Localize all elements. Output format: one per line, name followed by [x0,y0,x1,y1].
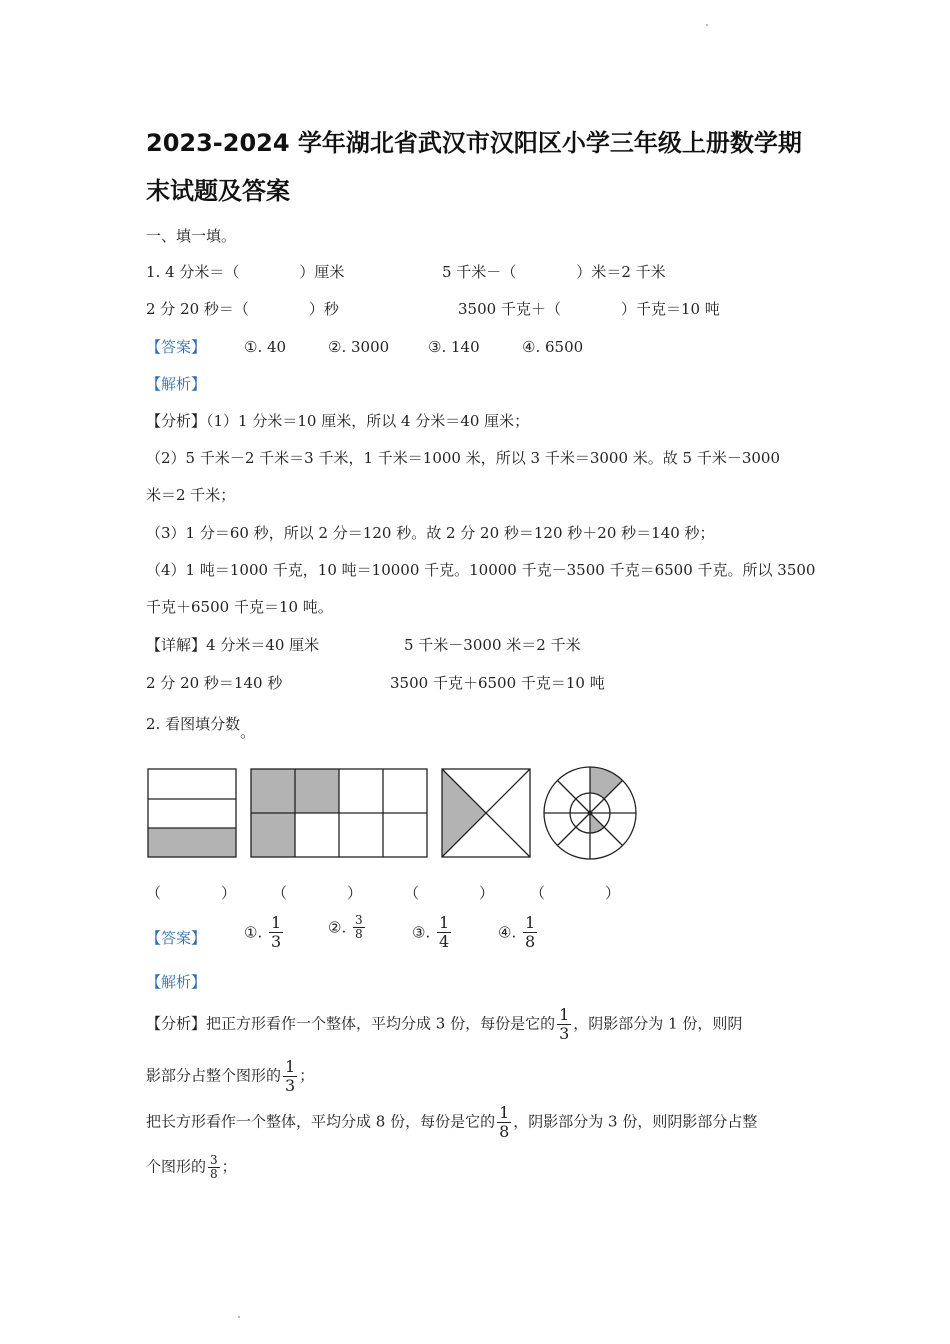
section-heading: 一、填一填。 [146,227,237,245]
fenxi-tag: 【分析】 [146,1014,207,1033]
q1-fenxi-2a: （2）5 千米－2 千米＝3 千米，1 千米＝1000 米，所以 3 千米＝3000 米。故 5 千米－3000 [146,449,781,467]
q2-answer-4 [498,914,539,951]
answer-tag: 【答案】 [146,338,207,356]
fenxi-text: （1）1 分米＝10 厘米，所以 4 分米＝40 厘米； [206,412,530,430]
fraction [283,1058,297,1095]
q1-answer-4: ④. 6500 [522,338,584,356]
answer-label: ③. [412,923,431,942]
q2-blank-4: （ ） [530,884,621,902]
answer-label: ②. [328,918,347,937]
analysis-tag: 【解析】 [146,375,207,393]
shaded-part [442,769,486,857]
q2-blank-1: （ ） [146,884,237,902]
analysis-tag: 【解析】 [146,973,207,991]
fraction [497,1104,511,1141]
q2-title-text: 2. 看图填分数 [146,715,241,733]
numerator: 3 [355,913,363,927]
shaded-part [251,769,295,813]
q1-blank-a: 1. 4 分米＝（ ）厘米 [146,263,345,281]
shaded-part [295,769,339,813]
figure-circle-eighths [544,767,636,859]
numerator: 1 [499,1103,510,1122]
q1-fenxi-3: （3）1 分＝60 秒，所以 2 分＝120 秒。故 2 分 20 秒＝120 秒＋20 秒＝140 秒； [146,524,715,542]
numerator: 1 [439,913,450,932]
q1-fenxi-2b: 米＝2 千米； [146,486,236,504]
fenxi-text: ，阴影部分为 1 份，则阴 [573,1014,743,1033]
q2-fenxi-p2 [146,1104,757,1141]
numerator: 1 [559,1005,570,1024]
figure-square-thirds [148,769,236,857]
q2-fenxi-p1-cont [146,1058,314,1095]
answer-label: ①. [244,923,263,942]
fenxi-text: 把正方形看作一个整体，平均分成 3 份，每份是它的 [206,1014,556,1033]
answer-label: ④. [498,923,517,942]
fraction [269,914,283,951]
shaded-part [148,828,236,857]
q2-blank-3: （ ） [404,884,495,902]
q1-answer-1: ①. 40 [244,338,287,356]
fenxi-text: ； [221,1157,237,1176]
q1-xiangjie-1b: 5 千米－3000 米＝2 千米 [404,636,581,654]
q2-title-mark: 。 [240,723,256,741]
fenxi-text: ，阴影部分为 3 份，则阴影部分占整 [513,1112,758,1131]
q2-fenxi-p2-cont [146,1154,237,1181]
fraction [353,914,365,941]
xiangjie-text: 4 分米＝40 厘米 [206,636,320,654]
fenxi-text: 影部分占整个图形的 [146,1066,282,1085]
denominator: 3 [271,932,282,951]
denominator: 4 [439,932,450,951]
q1-fenxi-4a: （4）1 吨＝1000 千克，10 吨＝10000 千克。10000 千克－3500 千克＝6500 千克。所以 3500 [146,561,816,579]
q1-answer-3: ③. 140 [428,338,480,356]
fenxi-text: ； [299,1066,315,1085]
q1-xiangjie-2a: 2 分 20 秒＝140 秒 [146,674,283,692]
numerator: 1 [271,913,282,932]
q1-fenxi-4b: 千克＋6500 千克＝10 吨。 [146,598,333,616]
denominator: 8 [525,932,536,951]
fenxi-text: 把长方形看作一个整体，平均分成 8 份，每份是它的 [146,1112,496,1131]
q1-blank-b: 5 千米－（ ）米＝2 千米 [442,263,666,281]
figure-rectangle-quarters [442,769,530,857]
fraction [557,1006,571,1043]
q1-blank-c: 2 分 20 秒＝（ ）秒 [146,300,339,318]
q2-answer-3 [412,914,453,951]
q1-blank-d: 3500 千克＋（ ）千克＝10 吨 [458,300,720,318]
fraction [208,1154,220,1181]
q2-answer-1 [244,914,285,951]
doc-title-line1: 2023-2024 学年湖北省武汉市汉阳区小学三年级上册数学期 [146,129,802,157]
fraction [523,914,537,951]
q2-blank-2: （ ） [272,884,363,902]
xiangjie-tag: 【详解】 [146,636,207,654]
q2-answer-2 [328,914,367,941]
denominator: 3 [559,1024,570,1043]
answer-tag: 【答案】 [146,929,207,947]
numerator: 3 [210,1153,218,1167]
fraction [437,914,451,951]
denominator: 8 [499,1122,510,1141]
q1-answer-2: ②. 3000 [328,338,390,356]
denominator: 8 [355,927,363,941]
denominator: 8 [210,1167,218,1181]
numerator: 1 [525,913,536,932]
fenxi-text: 个图形的 [146,1157,207,1176]
shaded-part [251,813,295,857]
q1-xiangjie-2b: 3500 千克＋6500 千克＝10 吨 [390,674,605,692]
figure-rectangle-eighths [251,769,427,857]
doc-title-line2: 末试题及答案 [146,177,290,205]
denominator: 3 [285,1076,296,1095]
fenxi-tag: 【分析】 [146,412,207,430]
q2-fenxi-p1 [146,1006,742,1043]
numerator: 1 [285,1057,296,1076]
